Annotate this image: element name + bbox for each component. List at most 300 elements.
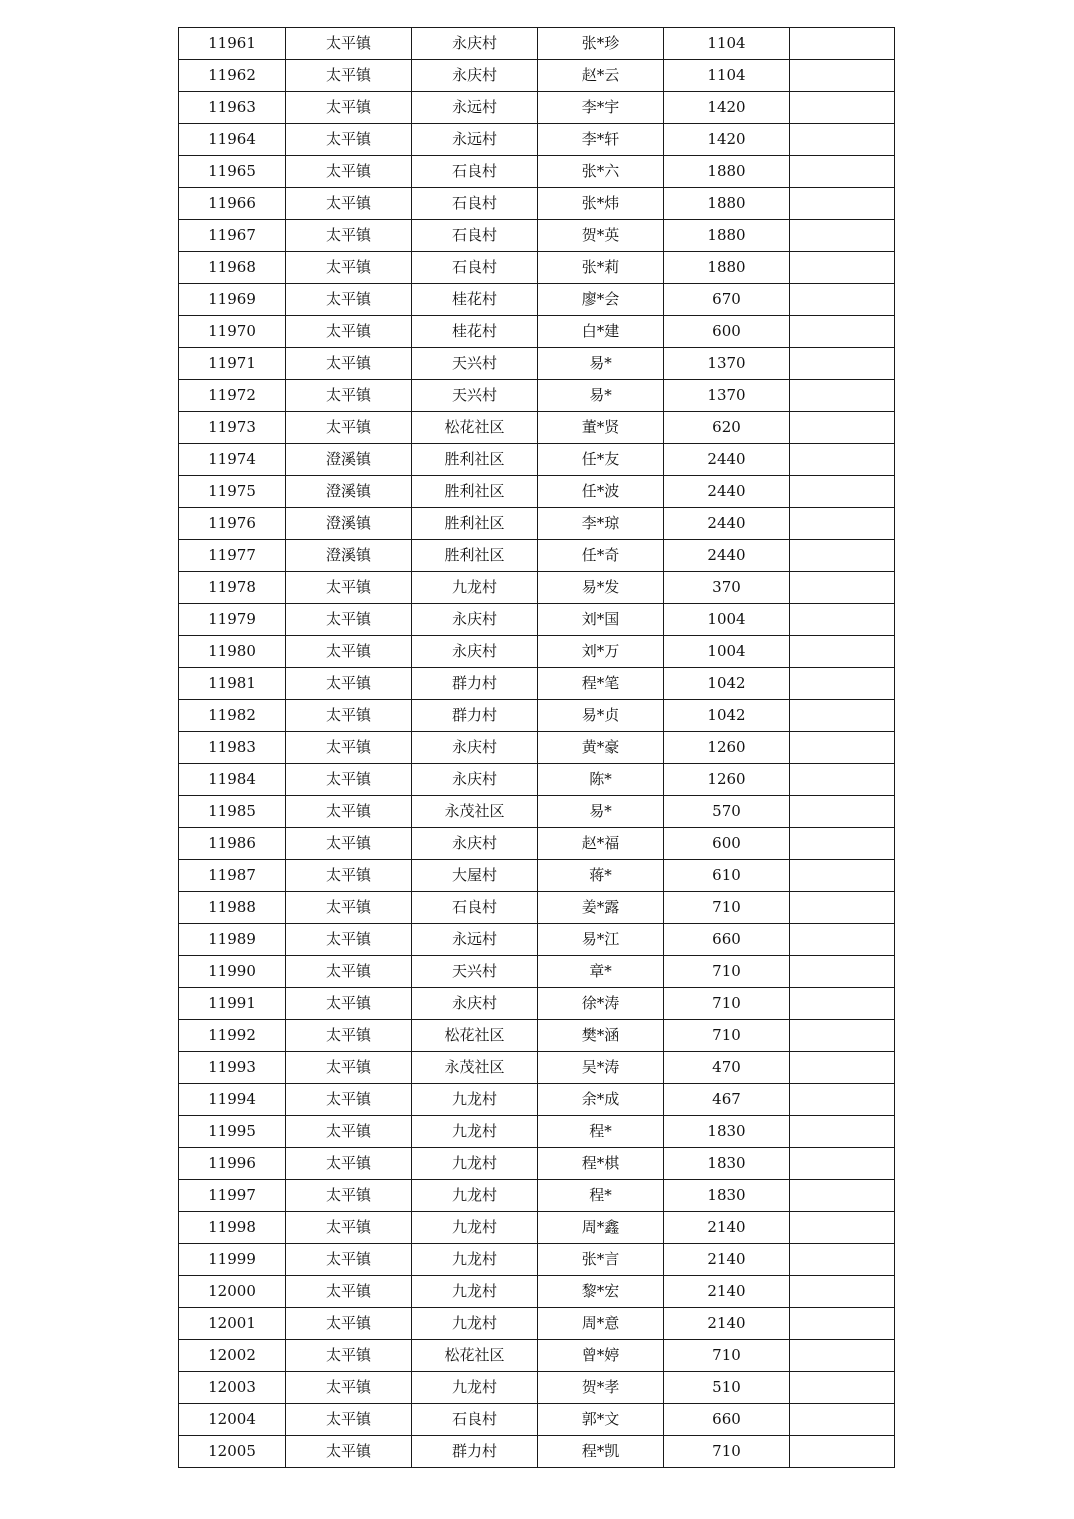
remark-cell bbox=[790, 668, 895, 700]
name-cell: 张*六 bbox=[538, 156, 664, 188]
village-cell: 永远村 bbox=[412, 92, 538, 124]
name-cell: 陈* bbox=[538, 764, 664, 796]
table-body bbox=[179, 28, 895, 1468]
remark-cell bbox=[790, 732, 895, 764]
table-row bbox=[179, 156, 895, 188]
village-cell: 天兴村 bbox=[412, 380, 538, 412]
town-cell: 太平镇 bbox=[286, 60, 412, 92]
town-cell: 太平镇 bbox=[286, 28, 412, 60]
table-row bbox=[179, 828, 895, 860]
town-cell: 太平镇 bbox=[286, 1020, 412, 1052]
remark-cell bbox=[790, 604, 895, 636]
amount-cell: 1104 bbox=[664, 60, 790, 92]
name-cell: 李*宇 bbox=[538, 92, 664, 124]
remark-cell bbox=[790, 924, 895, 956]
table-row bbox=[179, 380, 895, 412]
village-cell: 永庆村 bbox=[412, 732, 538, 764]
remark-cell bbox=[790, 572, 895, 604]
serial-cell: 11980 bbox=[179, 636, 286, 668]
remark-cell bbox=[790, 444, 895, 476]
table-row bbox=[179, 1436, 895, 1468]
serial-cell: 11997 bbox=[179, 1180, 286, 1212]
town-cell: 澄溪镇 bbox=[286, 540, 412, 572]
serial-cell: 11963 bbox=[179, 92, 286, 124]
table-row bbox=[179, 1308, 895, 1340]
village-cell: 永庆村 bbox=[412, 604, 538, 636]
town-cell: 太平镇 bbox=[286, 572, 412, 604]
serial-cell: 11992 bbox=[179, 1020, 286, 1052]
town-cell: 太平镇 bbox=[286, 1052, 412, 1084]
table-row bbox=[179, 412, 895, 444]
town-cell: 太平镇 bbox=[286, 1340, 412, 1372]
village-cell: 桂花村 bbox=[412, 284, 538, 316]
amount-cell: 2140 bbox=[664, 1276, 790, 1308]
town-cell: 澄溪镇 bbox=[286, 444, 412, 476]
serial-cell: 11972 bbox=[179, 380, 286, 412]
name-cell: 黎*宏 bbox=[538, 1276, 664, 1308]
serial-cell: 11998 bbox=[179, 1212, 286, 1244]
name-cell: 任*奇 bbox=[538, 540, 664, 572]
remark-cell bbox=[790, 860, 895, 892]
remark-cell bbox=[790, 316, 895, 348]
amount-cell: 1830 bbox=[664, 1148, 790, 1180]
village-cell: 九龙村 bbox=[412, 1244, 538, 1276]
remark-cell bbox=[790, 252, 895, 284]
amount-cell: 1370 bbox=[664, 348, 790, 380]
village-cell: 九龙村 bbox=[412, 572, 538, 604]
serial-cell: 11977 bbox=[179, 540, 286, 572]
remark-cell bbox=[790, 92, 895, 124]
town-cell: 太平镇 bbox=[286, 1276, 412, 1308]
remark-cell bbox=[790, 1244, 895, 1276]
amount-cell: 710 bbox=[664, 892, 790, 924]
town-cell: 太平镇 bbox=[286, 764, 412, 796]
town-cell: 太平镇 bbox=[286, 1180, 412, 1212]
serial-cell: 11973 bbox=[179, 412, 286, 444]
town-cell: 太平镇 bbox=[286, 956, 412, 988]
serial-cell: 11971 bbox=[179, 348, 286, 380]
village-cell: 九龙村 bbox=[412, 1308, 538, 1340]
remark-cell bbox=[790, 1372, 895, 1404]
village-cell: 石良村 bbox=[412, 252, 538, 284]
amount-cell: 510 bbox=[664, 1372, 790, 1404]
town-cell: 太平镇 bbox=[286, 1084, 412, 1116]
village-cell: 天兴村 bbox=[412, 956, 538, 988]
remark-cell bbox=[790, 508, 895, 540]
village-cell: 松花社区 bbox=[412, 1340, 538, 1372]
village-cell: 永庆村 bbox=[412, 60, 538, 92]
table-row bbox=[179, 604, 895, 636]
town-cell: 太平镇 bbox=[286, 124, 412, 156]
remark-cell bbox=[790, 1212, 895, 1244]
village-cell: 石良村 bbox=[412, 156, 538, 188]
name-cell: 张*炜 bbox=[538, 188, 664, 220]
amount-cell: 710 bbox=[664, 1020, 790, 1052]
table-row bbox=[179, 764, 895, 796]
remark-cell bbox=[790, 1052, 895, 1084]
remark-cell bbox=[790, 124, 895, 156]
town-cell: 太平镇 bbox=[286, 348, 412, 380]
name-cell: 曾*婷 bbox=[538, 1340, 664, 1372]
amount-cell: 2140 bbox=[664, 1308, 790, 1340]
serial-cell: 11993 bbox=[179, 1052, 286, 1084]
amount-cell: 1880 bbox=[664, 156, 790, 188]
remark-cell bbox=[790, 476, 895, 508]
table-row bbox=[179, 668, 895, 700]
village-cell: 九龙村 bbox=[412, 1180, 538, 1212]
village-cell: 胜利社区 bbox=[412, 476, 538, 508]
amount-cell: 1420 bbox=[664, 124, 790, 156]
serial-cell: 11961 bbox=[179, 28, 286, 60]
serial-cell: 11999 bbox=[179, 1244, 286, 1276]
village-cell: 九龙村 bbox=[412, 1116, 538, 1148]
serial-cell: 12000 bbox=[179, 1276, 286, 1308]
amount-cell: 660 bbox=[664, 1404, 790, 1436]
name-cell: 赵*云 bbox=[538, 60, 664, 92]
village-cell: 石良村 bbox=[412, 892, 538, 924]
name-cell: 周*鑫 bbox=[538, 1212, 664, 1244]
table-row bbox=[179, 572, 895, 604]
town-cell: 太平镇 bbox=[286, 924, 412, 956]
amount-cell: 1260 bbox=[664, 764, 790, 796]
serial-cell: 11989 bbox=[179, 924, 286, 956]
name-cell: 任*友 bbox=[538, 444, 664, 476]
serial-cell: 11987 bbox=[179, 860, 286, 892]
remark-cell bbox=[790, 380, 895, 412]
remark-cell bbox=[790, 1308, 895, 1340]
village-cell: 胜利社区 bbox=[412, 508, 538, 540]
village-cell: 九龙村 bbox=[412, 1372, 538, 1404]
name-cell: 刘*万 bbox=[538, 636, 664, 668]
town-cell: 太平镇 bbox=[286, 284, 412, 316]
table-row bbox=[179, 1148, 895, 1180]
name-cell: 樊*涵 bbox=[538, 1020, 664, 1052]
name-cell: 廖*会 bbox=[538, 284, 664, 316]
amount-cell: 467 bbox=[664, 1084, 790, 1116]
serial-cell: 11978 bbox=[179, 572, 286, 604]
town-cell: 太平镇 bbox=[286, 380, 412, 412]
remark-cell bbox=[790, 1436, 895, 1468]
town-cell: 太平镇 bbox=[286, 892, 412, 924]
town-cell: 太平镇 bbox=[286, 1372, 412, 1404]
village-cell: 永茂社区 bbox=[412, 1052, 538, 1084]
serial-cell: 11976 bbox=[179, 508, 286, 540]
serial-cell: 11969 bbox=[179, 284, 286, 316]
name-cell: 章* bbox=[538, 956, 664, 988]
serial-cell: 11994 bbox=[179, 1084, 286, 1116]
town-cell: 太平镇 bbox=[286, 700, 412, 732]
name-cell: 程*棋 bbox=[538, 1148, 664, 1180]
name-cell: 易*江 bbox=[538, 924, 664, 956]
town-cell: 太平镇 bbox=[286, 92, 412, 124]
amount-cell: 610 bbox=[664, 860, 790, 892]
name-cell: 白*建 bbox=[538, 316, 664, 348]
name-cell: 程* bbox=[538, 1180, 664, 1212]
serial-cell: 11991 bbox=[179, 988, 286, 1020]
village-cell: 永庆村 bbox=[412, 988, 538, 1020]
serial-cell: 11966 bbox=[179, 188, 286, 220]
table-row bbox=[179, 1116, 895, 1148]
amount-cell: 2440 bbox=[664, 444, 790, 476]
town-cell: 澄溪镇 bbox=[286, 476, 412, 508]
table-row bbox=[179, 444, 895, 476]
village-cell: 永庆村 bbox=[412, 28, 538, 60]
amount-cell: 2440 bbox=[664, 476, 790, 508]
village-cell: 石良村 bbox=[412, 220, 538, 252]
remark-cell bbox=[790, 284, 895, 316]
name-cell: 程*笔 bbox=[538, 668, 664, 700]
serial-cell: 12002 bbox=[179, 1340, 286, 1372]
remark-cell bbox=[790, 1404, 895, 1436]
name-cell: 易*贞 bbox=[538, 700, 664, 732]
name-cell: 周*意 bbox=[538, 1308, 664, 1340]
table-row bbox=[179, 1276, 895, 1308]
town-cell: 澄溪镇 bbox=[286, 508, 412, 540]
remark-cell bbox=[790, 892, 895, 924]
remark-cell bbox=[790, 1084, 895, 1116]
name-cell: 余*成 bbox=[538, 1084, 664, 1116]
table-row bbox=[179, 92, 895, 124]
amount-cell: 1004 bbox=[664, 636, 790, 668]
remark-cell bbox=[790, 188, 895, 220]
village-cell: 石良村 bbox=[412, 1404, 538, 1436]
serial-cell: 12001 bbox=[179, 1308, 286, 1340]
remark-cell bbox=[790, 28, 895, 60]
table-row bbox=[179, 956, 895, 988]
amount-cell: 2140 bbox=[664, 1212, 790, 1244]
name-cell: 易* bbox=[538, 348, 664, 380]
table-row bbox=[179, 1180, 895, 1212]
remark-cell bbox=[790, 412, 895, 444]
amount-cell: 2440 bbox=[664, 540, 790, 572]
town-cell: 太平镇 bbox=[286, 1212, 412, 1244]
amount-cell: 600 bbox=[664, 316, 790, 348]
remark-cell bbox=[790, 988, 895, 1020]
table-row bbox=[179, 348, 895, 380]
town-cell: 太平镇 bbox=[286, 636, 412, 668]
town-cell: 太平镇 bbox=[286, 1308, 412, 1340]
village-cell: 永庆村 bbox=[412, 764, 538, 796]
village-cell: 永庆村 bbox=[412, 636, 538, 668]
table-row bbox=[179, 1404, 895, 1436]
serial-cell: 11964 bbox=[179, 124, 286, 156]
remark-cell bbox=[790, 1276, 895, 1308]
amount-cell: 1420 bbox=[664, 92, 790, 124]
amount-cell: 470 bbox=[664, 1052, 790, 1084]
serial-cell: 11982 bbox=[179, 700, 286, 732]
amount-cell: 570 bbox=[664, 796, 790, 828]
amount-cell: 1830 bbox=[664, 1116, 790, 1148]
amount-cell: 710 bbox=[664, 1340, 790, 1372]
table-row bbox=[179, 988, 895, 1020]
remark-cell bbox=[790, 956, 895, 988]
serial-cell: 12005 bbox=[179, 1436, 286, 1468]
serial-cell: 11988 bbox=[179, 892, 286, 924]
amount-cell: 660 bbox=[664, 924, 790, 956]
table-row bbox=[179, 60, 895, 92]
table-row bbox=[179, 700, 895, 732]
amount-cell: 710 bbox=[664, 1436, 790, 1468]
town-cell: 太平镇 bbox=[286, 156, 412, 188]
amount-cell: 370 bbox=[664, 572, 790, 604]
name-cell: 任*波 bbox=[538, 476, 664, 508]
data-table bbox=[178, 27, 895, 1468]
serial-cell: 12004 bbox=[179, 1404, 286, 1436]
name-cell: 董*贤 bbox=[538, 412, 664, 444]
town-cell: 太平镇 bbox=[286, 604, 412, 636]
table-row bbox=[179, 796, 895, 828]
name-cell: 易* bbox=[538, 796, 664, 828]
remark-cell bbox=[790, 540, 895, 572]
table-row bbox=[179, 1372, 895, 1404]
village-cell: 群力村 bbox=[412, 668, 538, 700]
town-cell: 太平镇 bbox=[286, 412, 412, 444]
name-cell: 李*轩 bbox=[538, 124, 664, 156]
village-cell: 松花社区 bbox=[412, 1020, 538, 1052]
remark-cell bbox=[790, 828, 895, 860]
remark-cell bbox=[790, 220, 895, 252]
amount-cell: 1004 bbox=[664, 604, 790, 636]
village-cell: 永远村 bbox=[412, 924, 538, 956]
remark-cell bbox=[790, 1116, 895, 1148]
serial-cell: 11970 bbox=[179, 316, 286, 348]
name-cell: 黄*豪 bbox=[538, 732, 664, 764]
amount-cell: 600 bbox=[664, 828, 790, 860]
town-cell: 太平镇 bbox=[286, 828, 412, 860]
amount-cell: 1370 bbox=[664, 380, 790, 412]
town-cell: 太平镇 bbox=[286, 860, 412, 892]
amount-cell: 1880 bbox=[664, 220, 790, 252]
amount-cell: 1042 bbox=[664, 700, 790, 732]
village-cell: 天兴村 bbox=[412, 348, 538, 380]
remark-cell bbox=[790, 1340, 895, 1372]
village-cell: 大屋村 bbox=[412, 860, 538, 892]
serial-cell: 11986 bbox=[179, 828, 286, 860]
table-row bbox=[179, 1212, 895, 1244]
name-cell: 刘*国 bbox=[538, 604, 664, 636]
town-cell: 太平镇 bbox=[286, 1148, 412, 1180]
village-cell: 九龙村 bbox=[412, 1084, 538, 1116]
town-cell: 太平镇 bbox=[286, 796, 412, 828]
name-cell: 姜*露 bbox=[538, 892, 664, 924]
village-cell: 永茂社区 bbox=[412, 796, 538, 828]
village-cell: 石良村 bbox=[412, 188, 538, 220]
table-row bbox=[179, 188, 895, 220]
name-cell: 贺*孝 bbox=[538, 1372, 664, 1404]
town-cell: 太平镇 bbox=[286, 220, 412, 252]
table-row bbox=[179, 124, 895, 156]
name-cell: 李*琼 bbox=[538, 508, 664, 540]
town-cell: 太平镇 bbox=[286, 1404, 412, 1436]
village-cell: 群力村 bbox=[412, 1436, 538, 1468]
table-row bbox=[179, 316, 895, 348]
amount-cell: 2440 bbox=[664, 508, 790, 540]
town-cell: 太平镇 bbox=[286, 1436, 412, 1468]
town-cell: 太平镇 bbox=[286, 732, 412, 764]
remark-cell bbox=[790, 700, 895, 732]
name-cell: 程* bbox=[538, 1116, 664, 1148]
serial-cell: 11995 bbox=[179, 1116, 286, 1148]
table-row bbox=[179, 1052, 895, 1084]
table-row bbox=[179, 1084, 895, 1116]
amount-cell: 1042 bbox=[664, 668, 790, 700]
remark-cell bbox=[790, 796, 895, 828]
serial-cell: 11996 bbox=[179, 1148, 286, 1180]
table-row bbox=[179, 636, 895, 668]
table-row bbox=[179, 28, 895, 60]
name-cell: 吴*涛 bbox=[538, 1052, 664, 1084]
name-cell: 张*莉 bbox=[538, 252, 664, 284]
name-cell: 郭*文 bbox=[538, 1404, 664, 1436]
serial-cell: 11990 bbox=[179, 956, 286, 988]
remark-cell bbox=[790, 348, 895, 380]
town-cell: 太平镇 bbox=[286, 188, 412, 220]
table-row bbox=[179, 252, 895, 284]
serial-cell: 11962 bbox=[179, 60, 286, 92]
village-cell: 永庆村 bbox=[412, 828, 538, 860]
remark-cell bbox=[790, 636, 895, 668]
table-row bbox=[179, 508, 895, 540]
name-cell: 徐*涛 bbox=[538, 988, 664, 1020]
amount-cell: 1104 bbox=[664, 28, 790, 60]
table-row bbox=[179, 1340, 895, 1372]
amount-cell: 670 bbox=[664, 284, 790, 316]
remark-cell bbox=[790, 60, 895, 92]
village-cell: 永远村 bbox=[412, 124, 538, 156]
serial-cell: 11985 bbox=[179, 796, 286, 828]
serial-cell: 11984 bbox=[179, 764, 286, 796]
amount-cell: 1830 bbox=[664, 1180, 790, 1212]
serial-cell: 11968 bbox=[179, 252, 286, 284]
village-cell: 九龙村 bbox=[412, 1148, 538, 1180]
serial-cell: 11967 bbox=[179, 220, 286, 252]
town-cell: 太平镇 bbox=[286, 988, 412, 1020]
name-cell: 张*珍 bbox=[538, 28, 664, 60]
name-cell: 赵*福 bbox=[538, 828, 664, 860]
amount-cell: 1880 bbox=[664, 252, 790, 284]
village-cell: 九龙村 bbox=[412, 1212, 538, 1244]
name-cell: 蒋* bbox=[538, 860, 664, 892]
table-row bbox=[179, 1244, 895, 1276]
remark-cell bbox=[790, 156, 895, 188]
serial-cell: 11965 bbox=[179, 156, 286, 188]
remark-cell bbox=[790, 764, 895, 796]
table-row bbox=[179, 540, 895, 572]
remark-cell bbox=[790, 1148, 895, 1180]
table-row bbox=[179, 1020, 895, 1052]
remark-cell bbox=[790, 1020, 895, 1052]
name-cell: 程*凯 bbox=[538, 1436, 664, 1468]
table-row bbox=[179, 284, 895, 316]
village-cell: 胜利社区 bbox=[412, 444, 538, 476]
table-row bbox=[179, 892, 895, 924]
table-row bbox=[179, 220, 895, 252]
name-cell: 易* bbox=[538, 380, 664, 412]
village-cell: 九龙村 bbox=[412, 1276, 538, 1308]
amount-cell: 1260 bbox=[664, 732, 790, 764]
village-cell: 胜利社区 bbox=[412, 540, 538, 572]
town-cell: 太平镇 bbox=[286, 668, 412, 700]
serial-cell: 11974 bbox=[179, 444, 286, 476]
town-cell: 太平镇 bbox=[286, 1116, 412, 1148]
amount-cell: 710 bbox=[664, 988, 790, 1020]
village-cell: 松花社区 bbox=[412, 412, 538, 444]
village-cell: 桂花村 bbox=[412, 316, 538, 348]
name-cell: 易*发 bbox=[538, 572, 664, 604]
serial-cell: 11979 bbox=[179, 604, 286, 636]
name-cell: 贺*英 bbox=[538, 220, 664, 252]
serial-cell: 11981 bbox=[179, 668, 286, 700]
